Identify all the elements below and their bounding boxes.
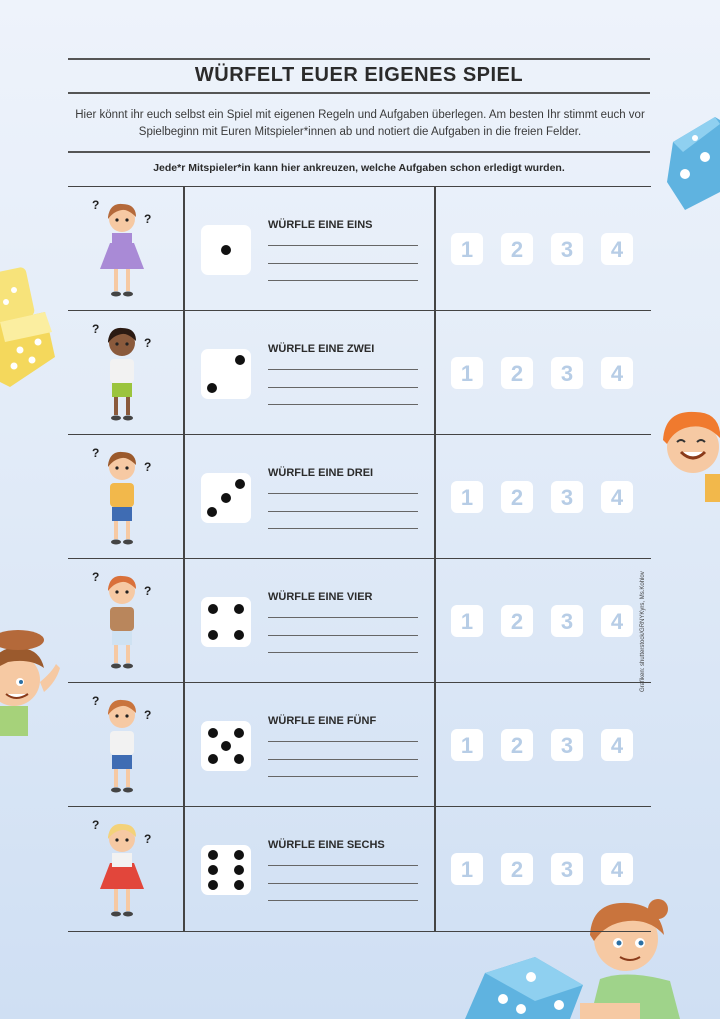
die-face: [201, 349, 251, 399]
thinking-kid-illustration: [88, 569, 156, 673]
player-checkbox-4[interactable]: 4: [601, 605, 633, 637]
svg-text:?: ?: [92, 446, 100, 460]
writing-line[interactable]: [268, 280, 418, 281]
writing-line[interactable]: [268, 776, 418, 777]
svg-text:?: ?: [144, 708, 152, 722]
die-face: [201, 225, 251, 275]
writing-line[interactable]: [268, 263, 418, 264]
die-face: [201, 845, 251, 895]
die-pip: [234, 754, 244, 764]
svg-text:?: ?: [92, 694, 100, 708]
task-grid: [68, 186, 651, 932]
player-checkbox-3[interactable]: 3: [551, 853, 583, 885]
writing-line[interactable]: [268, 652, 418, 653]
player-checkbox-4[interactable]: 4: [601, 233, 633, 265]
peeking-girl-left-illustration: [0, 620, 62, 740]
task-label: WÜRFLE EINE ZWEI: [268, 343, 375, 355]
task-label: WÜRFLE EINE DREI: [268, 467, 374, 479]
thinking-kid-illustration: [88, 445, 156, 549]
task-label: WÜRFLE EINE EINS: [268, 219, 373, 231]
svg-text:?: ?: [144, 832, 152, 846]
player-checkbox-4[interactable]: 4: [601, 853, 633, 885]
player-checkbox-3[interactable]: 3: [551, 605, 583, 637]
thinking-kid-illustration: [88, 693, 156, 797]
writing-line[interactable]: [268, 404, 418, 405]
player-checkbox-4[interactable]: 4: [601, 729, 633, 761]
player-checkbox-2[interactable]: 2: [501, 729, 533, 761]
writing-line[interactable]: [268, 759, 418, 760]
player-checkbox-4[interactable]: 4: [601, 481, 633, 513]
player-checkbox-2[interactable]: 2: [501, 853, 533, 885]
task-label: WÜRFLE EINE SECHS: [268, 839, 385, 851]
writing-line[interactable]: [268, 865, 418, 866]
intro-text: Hier könnt ihr euch selbst ein Spiel mit eigenen Regeln und Aufgaben überlegen. Am besten Ihr stimmt euch vor Spielbeginn mit Euren Mitspieler*innen ab und notiert die Aufgaben in die freien Felder.: [75, 109, 645, 138]
task-label: WÜRFLE EINE FÜNF: [268, 715, 377, 727]
player-checkbox-1[interactable]: 1: [451, 729, 483, 761]
die-pip: [235, 355, 245, 365]
player-checkbox-4[interactable]: 4: [601, 357, 633, 389]
die-pip: [234, 604, 244, 614]
player-checkbox-1[interactable]: 1: [451, 481, 483, 513]
writing-line[interactable]: [268, 245, 418, 246]
writing-line[interactable]: [268, 617, 418, 618]
writing-line[interactable]: [268, 511, 418, 512]
die-pip: [208, 754, 218, 764]
svg-text:?: ?: [144, 460, 152, 474]
peeking-boy-right-illustration: [645, 402, 720, 502]
instruction-note: Jede*r Mitspieler*in kann hier ankreuzen, welche Aufgaben schon erledigt wurden.: [153, 162, 565, 174]
thinking-kid-illustration: [88, 197, 156, 301]
player-checkbox-1[interactable]: 1: [451, 357, 483, 389]
die-pip: [235, 479, 245, 489]
player-checkbox-2[interactable]: 2: [501, 605, 533, 637]
writing-line[interactable]: [268, 741, 418, 742]
player-checkbox-2[interactable]: 2: [501, 357, 533, 389]
die-pip: [208, 604, 218, 614]
player-checkbox-2[interactable]: 2: [501, 481, 533, 513]
task-label: WÜRFLE EINE VIER: [268, 591, 373, 603]
task-row: [68, 682, 651, 807]
title-top-rule: [68, 58, 650, 60]
die-pip: [207, 507, 217, 517]
player-checkbox-3[interactable]: 3: [551, 357, 583, 389]
thinking-kid-illustration: [88, 321, 156, 425]
task-row: [68, 434, 651, 559]
svg-text:?: ?: [92, 570, 100, 584]
column-divider-1: [183, 186, 185, 932]
player-checkbox-1[interactable]: 1: [451, 605, 483, 637]
die-face: [201, 721, 251, 771]
die-pip: [208, 865, 218, 875]
die-pip: [234, 728, 244, 738]
writing-line[interactable]: [268, 387, 418, 388]
blue-die-top-right-illustration: [665, 112, 720, 212]
writing-line[interactable]: [268, 900, 418, 901]
writing-line[interactable]: [268, 883, 418, 884]
task-row: [68, 310, 651, 435]
page-title: WÜRFELT EUER EIGENES SPIEL: [194, 64, 524, 86]
writing-line[interactable]: [268, 369, 418, 370]
svg-text:?: ?: [92, 818, 100, 832]
task-row: [68, 558, 651, 683]
die-pip: [234, 630, 244, 640]
player-checkbox-1[interactable]: 1: [451, 233, 483, 265]
note-top-rule: [68, 151, 650, 153]
title-bottom-rule: [68, 92, 650, 94]
die-pip: [208, 880, 218, 890]
column-divider-2: [434, 186, 436, 932]
die-pip: [234, 850, 244, 860]
die-pip: [208, 850, 218, 860]
die-pip: [208, 630, 218, 640]
svg-text:?: ?: [92, 322, 100, 336]
svg-text:?: ?: [144, 584, 152, 598]
die-face: [201, 473, 251, 523]
die-pip: [208, 728, 218, 738]
player-checkbox-2[interactable]: 2: [501, 233, 533, 265]
task-row: [68, 186, 651, 311]
writing-line[interactable]: [268, 528, 418, 529]
writing-line[interactable]: [268, 493, 418, 494]
die-pip: [221, 493, 231, 503]
yellow-dice-left-illustration: [0, 262, 56, 394]
writing-line[interactable]: [268, 635, 418, 636]
die-pip: [234, 880, 244, 890]
die-face: [201, 597, 251, 647]
player-checkbox-3[interactable]: 3: [551, 729, 583, 761]
player-checkbox-3[interactable]: 3: [551, 233, 583, 265]
image-credit: Grafiken: shutterstock/GRNYKyrs, Ms.Kohlov: [640, 571, 646, 692]
die-pip: [221, 741, 231, 751]
die-pip: [234, 865, 244, 875]
svg-text:?: ?: [144, 336, 152, 350]
task-row: [68, 806, 651, 932]
player-checkbox-1[interactable]: 1: [451, 853, 483, 885]
blue-die-bottom-illustration: [465, 955, 585, 1019]
svg-text:?: ?: [144, 212, 152, 226]
die-pip: [221, 245, 231, 255]
die-pip: [207, 383, 217, 393]
thinking-kid-illustration: [88, 817, 156, 921]
svg-text:?: ?: [92, 198, 100, 212]
player-checkbox-3[interactable]: 3: [551, 481, 583, 513]
